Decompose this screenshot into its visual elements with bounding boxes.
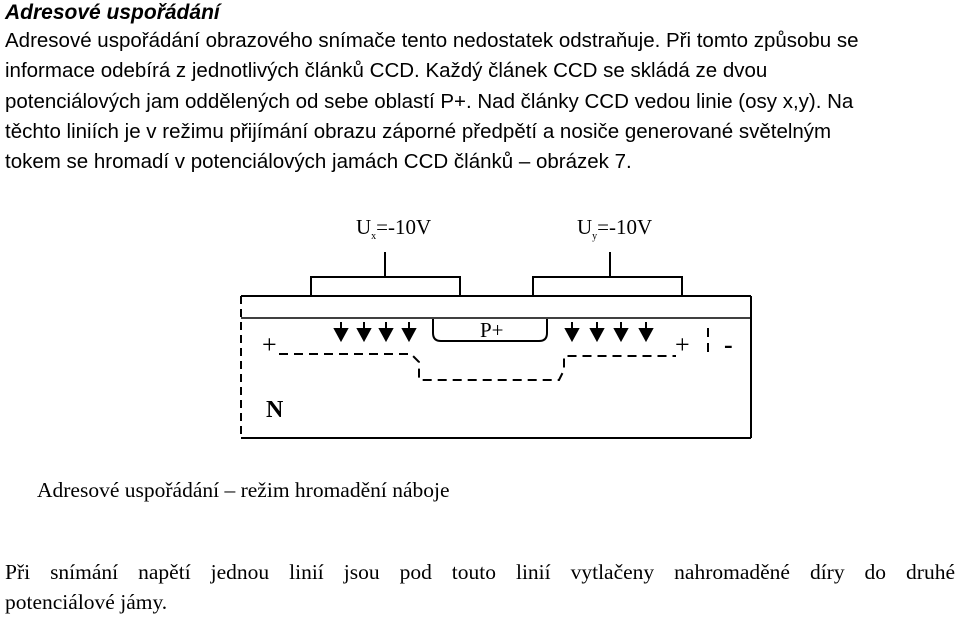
bottom-paragraph [5, 557, 955, 617]
charge-arrows-right [566, 322, 652, 340]
p-plus-label: P+ [480, 318, 504, 342]
n-region-label: N [266, 397, 284, 423]
charge-arrows-left [335, 322, 415, 340]
minus-sign-right: - [724, 330, 733, 359]
paragraph-line: těchto liniích je v režimu přijímání obrazu záporné předpětí a nosiče generované světelným [5, 119, 832, 143]
ux-label: $U_x=-10V$ [356, 215, 432, 242]
plus-sign-right: + [675, 330, 690, 359]
paragraph-line: tokem se hromadí v potenciálových jamách CCD článků – obrázek 7. [5, 150, 632, 174]
uy-label: $U_y=-10V$ [577, 215, 653, 242]
figure-caption: Adresové uspořádání – režim hromadění náboje [37, 478, 450, 502]
electrode-y [533, 277, 682, 296]
plus-sign-left: + [262, 330, 277, 359]
paragraph-line: potenciálových jam oddělených od sebe oblastí P+. Nad články CCD vedou linie (osy x,y). Na [5, 89, 854, 113]
section-heading: Adresové uspořádání [5, 1, 220, 24]
electrode-x [311, 277, 460, 296]
paragraph-line: informace odebírá z jednotlivých článků CCD. Každý článek CCD se skládá ze dvou [5, 59, 768, 83]
paragraph-line: potenciálové jámy. [5, 590, 168, 614]
paragraph-line: Adresové uspořádání obrazového snímače tento nedostatek odstraňuje. Při tomto způsobu se [5, 29, 859, 52]
paragraph-line: Při snímání napětí jednou linií jsou pod touto linií vytlačeny nahromaděné díry do druhé [5, 560, 955, 584]
depletion-boundary [279, 354, 676, 380]
